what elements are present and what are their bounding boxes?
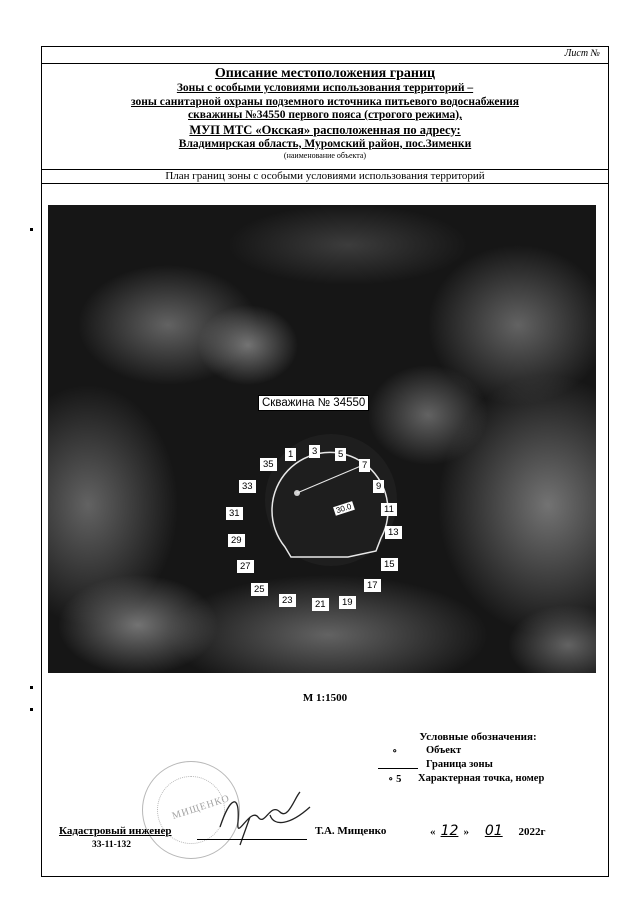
- boundary-point-label: 23: [279, 594, 296, 607]
- boundary-point-label: 13: [385, 526, 402, 539]
- document-frame: [41, 46, 609, 877]
- boundary-point-label: 21: [312, 598, 329, 611]
- engineer-code: 33-11-132: [92, 840, 132, 850]
- object-caption: (наименование объекта): [283, 151, 367, 160]
- boundary-point-label: 25: [251, 583, 268, 596]
- signature-line: [197, 839, 307, 840]
- signature: [210, 787, 320, 847]
- header-line-1: Зоны с особыми условиями использования территорий –: [176, 82, 474, 94]
- legend-label: Объект: [426, 745, 462, 756]
- header-line-2: зоны санитарной охраны подземного источника питьевого водоснабжения: [130, 95, 520, 108]
- document-header: [42, 65, 608, 160]
- legend-item-boundary: [378, 759, 578, 773]
- boundary-point-label: 27: [237, 560, 254, 573]
- plan-title: План границ зоны с особыми условиями использования территорий: [165, 170, 485, 182]
- engineer-name: Т.А. Мищенко: [315, 825, 387, 837]
- document-date: [430, 823, 546, 839]
- sheet-number-label: Лист №: [564, 48, 600, 59]
- boundary-point-label: 3: [309, 445, 320, 458]
- point-icon: ∘ 5: [388, 774, 402, 785]
- boundary-point-label: 11: [381, 503, 397, 516]
- engineer-title: Кадастровый инженер: [59, 825, 172, 837]
- header-line-5: Владимирская область, Муромский район, пос.Зименки: [178, 137, 472, 150]
- boundary-point-label: 31: [226, 507, 243, 520]
- boundary-point-label: 35: [260, 458, 277, 471]
- boundary-point-label: 15: [381, 558, 398, 571]
- seal-text: МИЩЕНКО: [170, 792, 232, 823]
- document-title: Описание местоположения границ: [214, 66, 436, 81]
- boundary-point-label: 19: [339, 596, 356, 609]
- header-line-3: скважины №34550 первого пояса (строгого режима),: [188, 109, 462, 121]
- legend-item-object: [378, 745, 578, 759]
- header-line-4: МУП МТС «Окская» расположенная по адресу:: [189, 122, 461, 137]
- date-quote-open: «: [430, 826, 436, 838]
- boundary-point-label: 7: [359, 459, 370, 472]
- boundary-point-label: 33: [239, 480, 256, 493]
- legend-label: Характерная точка, номер: [418, 773, 545, 784]
- margin-mark: [30, 228, 33, 231]
- legend-item-point: [378, 773, 578, 787]
- aerial-map: [48, 205, 596, 673]
- radius-label: 30.0: [334, 501, 353, 516]
- legend-title: Условные обозначения:: [419, 731, 537, 743]
- boundary-point-label: 17: [364, 579, 381, 592]
- boundary-point-label: 1: [285, 448, 296, 461]
- date-quote-close: »: [463, 826, 469, 838]
- boundary-line-icon: [378, 768, 418, 769]
- margin-mark: [30, 686, 33, 689]
- margin-mark: [30, 708, 33, 711]
- well-label: Скважина № 34550: [258, 395, 369, 411]
- divider: [42, 63, 608, 64]
- boundary-point-label: 29: [228, 534, 245, 547]
- scale-label: М 1:1500: [302, 692, 348, 704]
- legend: [378, 731, 578, 787]
- divider: [42, 183, 608, 184]
- date-month: 01: [484, 823, 503, 839]
- object-icon: ∘: [392, 746, 398, 757]
- date-day: 12: [440, 823, 459, 839]
- boundary-point-label: 9: [373, 480, 384, 493]
- legend-label: Граница зоны: [426, 759, 493, 770]
- date-year: 2022г: [518, 826, 546, 838]
- boundary-point-label: 5: [335, 448, 346, 461]
